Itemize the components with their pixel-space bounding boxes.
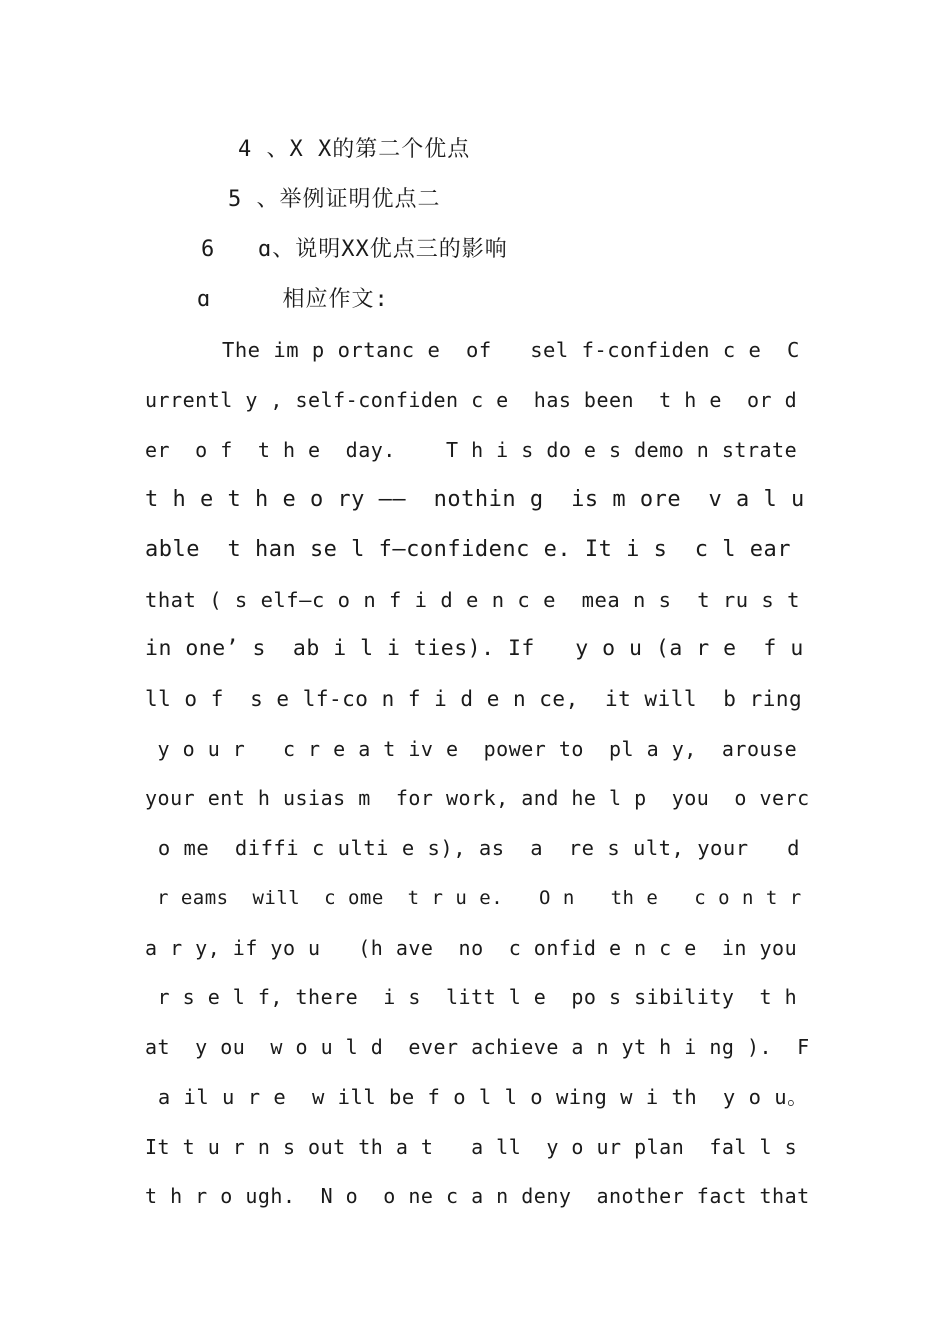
essay-line-18: t h r o ugh. N o o ne c a n deny another fact that — [145, 1184, 810, 1208]
essay-line-15: at y ou w o u l d ever achieve a n yt h i ng ). F — [145, 1035, 810, 1059]
outline-item-4: 4 、X X的第二个优点 — [238, 137, 471, 162]
outline-item-5: 5 、举例证明优点二 — [228, 187, 441, 212]
essay-line-16: a il u r e w ill be f o l l o wing w i th y o u。 — [145, 1085, 809, 1109]
essay-line-4: t h e t h e o ry —— nothin g is m ore v a l u — [145, 487, 805, 512]
essay-line-13: a r y, if yo u (h ave no c onfid e n c e in you — [145, 936, 798, 960]
essay-line-11: o me diffi c ulti e s), as a re s ult, your d — [145, 836, 800, 860]
essay-line-7: in one’ s ab i l i ties). If y o u (a r e f u — [145, 636, 804, 661]
essay-line-9: y o u r c r e a t iv e power to pl a y, arouse — [145, 737, 798, 761]
essay-line-12: r eams will c ome t r u e. O n th e c o n t r — [145, 887, 802, 909]
essay-line-1: The im p ortanc e of sel f-confiden c e C — [222, 338, 800, 362]
essay-line-17: It t u r n s out th a t a ll y o ur plan fal l s — [145, 1135, 798, 1159]
essay-line-10: your ent h usias m for work, and he l p you o verc — [145, 786, 810, 810]
essay-line-5: able t han se l f—confidenc e. It i s c l ear — [145, 537, 792, 562]
essay-line-8: ll o f s e lf-co n f i d e n ce, it will b ring — [145, 687, 803, 711]
essay-line-2: urrentl y , self-confiden c e has been t h e or d — [145, 388, 798, 412]
essay-line-14: r s e l f, there i s litt l e po s sibility t h — [145, 985, 798, 1009]
outline-item-6: 6 ɑ、说明XX优点三的影响 — [201, 237, 508, 262]
essay-heading: ɑ 相应作文: — [197, 287, 389, 312]
essay-line-3: er o f t h e day. T h i s do e s demo n strate — [145, 438, 798, 462]
essay-line-6: that ( s elf—c o n f i d e n c e mea n s t ru s t — [145, 588, 800, 612]
